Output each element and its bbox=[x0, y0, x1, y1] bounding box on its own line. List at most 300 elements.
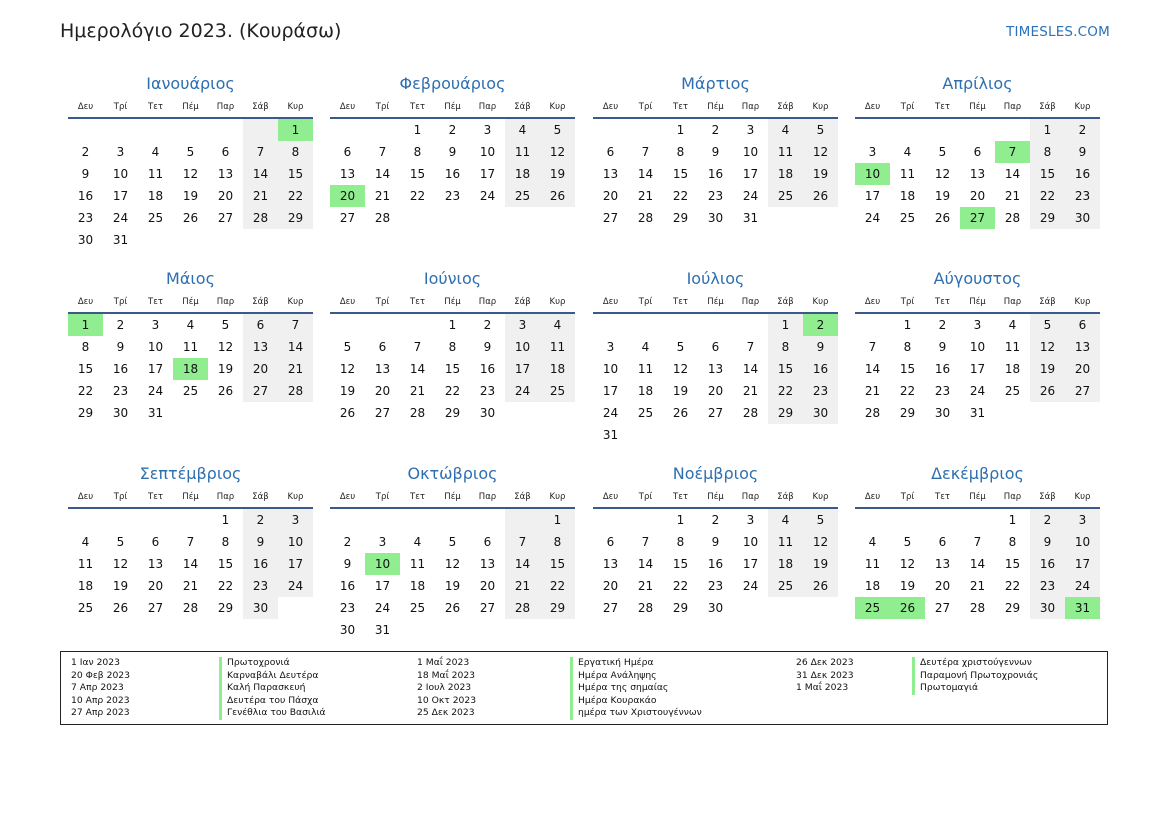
holiday-day-cell[interactable]: 20 bbox=[330, 185, 365, 207]
day-cell[interactable]: 16 bbox=[707, 557, 724, 571]
holiday-day-cell[interactable]: 10 bbox=[365, 553, 400, 575]
day-cell[interactable]: 6 bbox=[221, 145, 230, 159]
day-cell[interactable]: 20 bbox=[243, 358, 278, 380]
day-cell[interactable]: 20 bbox=[707, 384, 724, 398]
day-cell[interactable]: 8 bbox=[540, 531, 575, 553]
day-cell[interactable]: 18 bbox=[505, 163, 540, 185]
day-cell[interactable]: 8 bbox=[413, 145, 422, 159]
day-cell[interactable]: 13 bbox=[479, 557, 496, 571]
day-cell[interactable]: 29 bbox=[1030, 207, 1065, 229]
day-cell[interactable]: 16 bbox=[707, 167, 724, 181]
day-cell[interactable]: 26 bbox=[339, 406, 356, 420]
day-cell[interactable]: 15 bbox=[444, 362, 461, 376]
day-cell[interactable]: 19 bbox=[899, 579, 916, 593]
day-cell[interactable]: 13 bbox=[339, 167, 356, 181]
day-cell[interactable]: 23 bbox=[444, 189, 461, 203]
day-cell[interactable]: 24 bbox=[278, 575, 313, 597]
day-cell[interactable]: 5 bbox=[221, 318, 230, 332]
day-cell[interactable]: 23 bbox=[707, 579, 724, 593]
day-cell[interactable]: 25 bbox=[409, 601, 426, 615]
day-cell[interactable]: 4 bbox=[186, 318, 195, 332]
day-cell[interactable]: 4 bbox=[505, 119, 540, 141]
day-cell[interactable]: 21 bbox=[742, 384, 759, 398]
day-cell[interactable]: 2 bbox=[711, 123, 720, 137]
day-cell[interactable]: 16 bbox=[339, 579, 356, 593]
day-cell[interactable]: 4 bbox=[540, 314, 575, 336]
day-cell[interactable]: 18 bbox=[147, 189, 164, 203]
day-cell[interactable]: 22 bbox=[899, 384, 916, 398]
day-cell[interactable]: 24 bbox=[505, 380, 540, 402]
day-cell[interactable]: 31 bbox=[602, 428, 619, 442]
day-cell[interactable]: 10 bbox=[742, 535, 759, 549]
day-cell[interactable]: 24 bbox=[147, 384, 164, 398]
day-cell[interactable]: 8 bbox=[221, 535, 230, 549]
day-cell[interactable]: 7 bbox=[413, 340, 422, 354]
day-cell[interactable]: 9 bbox=[803, 336, 838, 358]
day-cell[interactable]: 8 bbox=[1008, 535, 1017, 549]
day-cell[interactable]: 21 bbox=[505, 575, 540, 597]
day-cell[interactable]: 19 bbox=[803, 553, 838, 575]
day-cell[interactable]: 12 bbox=[112, 557, 129, 571]
day-cell[interactable]: 29 bbox=[77, 406, 94, 420]
day-cell[interactable]: 9 bbox=[81, 167, 90, 181]
day-cell[interactable]: 25 bbox=[637, 406, 654, 420]
day-cell[interactable]: 14 bbox=[182, 557, 199, 571]
day-cell[interactable]: 30 bbox=[707, 601, 724, 615]
day-cell[interactable]: 23 bbox=[803, 380, 838, 402]
day-cell[interactable]: 25 bbox=[899, 211, 916, 225]
day-cell[interactable]: 17 bbox=[112, 189, 129, 203]
day-cell[interactable]: 24 bbox=[602, 406, 619, 420]
day-cell[interactable]: 11 bbox=[864, 557, 881, 571]
day-cell[interactable]: 9 bbox=[448, 145, 457, 159]
day-cell[interactable]: 3 bbox=[116, 145, 125, 159]
day-cell[interactable]: 22 bbox=[77, 384, 94, 398]
day-cell[interactable]: 15 bbox=[899, 362, 916, 376]
day-cell[interactable]: 27 bbox=[217, 211, 234, 225]
day-cell[interactable]: 20 bbox=[479, 579, 496, 593]
holiday-day-cell[interactable]: 1 bbox=[278, 119, 313, 141]
day-cell[interactable]: 19 bbox=[803, 163, 838, 185]
day-cell[interactable]: 21 bbox=[1004, 189, 1021, 203]
day-cell[interactable]: 31 bbox=[742, 211, 759, 225]
day-cell[interactable]: 7 bbox=[186, 535, 195, 549]
holiday-day-cell[interactable]: 25 bbox=[855, 597, 890, 619]
day-cell[interactable]: 27 bbox=[147, 601, 164, 615]
day-cell[interactable]: 28 bbox=[182, 601, 199, 615]
day-cell[interactable]: 14 bbox=[409, 362, 426, 376]
day-cell[interactable]: 12 bbox=[803, 531, 838, 553]
day-cell[interactable]: 3 bbox=[278, 509, 313, 531]
day-cell[interactable]: 14 bbox=[278, 336, 313, 358]
day-cell[interactable]: 29 bbox=[278, 207, 313, 229]
day-cell[interactable]: 3 bbox=[606, 340, 615, 354]
day-cell[interactable]: 19 bbox=[444, 579, 461, 593]
day-cell[interactable]: 29 bbox=[1004, 601, 1021, 615]
day-cell[interactable]: 11 bbox=[505, 141, 540, 163]
day-cell[interactable]: 10 bbox=[147, 340, 164, 354]
day-cell[interactable]: 25 bbox=[540, 380, 575, 402]
day-cell[interactable]: 4 bbox=[768, 509, 803, 531]
day-cell[interactable]: 3 bbox=[483, 123, 492, 137]
day-cell[interactable]: 8 bbox=[676, 145, 685, 159]
day-cell[interactable]: 17 bbox=[864, 189, 881, 203]
day-cell[interactable]: 14 bbox=[374, 167, 391, 181]
day-cell[interactable]: 1 bbox=[676, 513, 685, 527]
day-cell[interactable]: 22 bbox=[1004, 579, 1021, 593]
day-cell[interactable]: 21 bbox=[243, 185, 278, 207]
day-cell[interactable]: 12 bbox=[217, 340, 234, 354]
day-cell[interactable]: 21 bbox=[637, 189, 654, 203]
day-cell[interactable]: 27 bbox=[1065, 380, 1100, 402]
day-cell[interactable]: 9 bbox=[711, 145, 720, 159]
day-cell[interactable]: 8 bbox=[903, 340, 912, 354]
day-cell[interactable]: 18 bbox=[540, 358, 575, 380]
day-cell[interactable]: 24 bbox=[742, 579, 759, 593]
day-cell[interactable]: 3 bbox=[973, 318, 982, 332]
day-cell[interactable]: 22 bbox=[540, 575, 575, 597]
day-cell[interactable]: 6 bbox=[938, 535, 947, 549]
day-cell[interactable]: 27 bbox=[374, 406, 391, 420]
day-cell[interactable]: 26 bbox=[182, 211, 199, 225]
day-cell[interactable]: 27 bbox=[243, 380, 278, 402]
day-cell[interactable]: 21 bbox=[278, 358, 313, 380]
day-cell[interactable]: 16 bbox=[934, 362, 951, 376]
day-cell[interactable]: 1 bbox=[1008, 513, 1017, 527]
day-cell[interactable]: 7 bbox=[641, 535, 650, 549]
day-cell[interactable]: 29 bbox=[217, 601, 234, 615]
day-cell[interactable]: 8 bbox=[1030, 141, 1065, 163]
day-cell[interactable]: 22 bbox=[768, 380, 803, 402]
day-cell[interactable]: 7 bbox=[746, 340, 755, 354]
day-cell[interactable]: 15 bbox=[1030, 163, 1065, 185]
day-cell[interactable]: 15 bbox=[540, 553, 575, 575]
day-cell[interactable]: 30 bbox=[934, 406, 951, 420]
day-cell[interactable]: 12 bbox=[803, 141, 838, 163]
day-cell[interactable]: 5 bbox=[676, 340, 685, 354]
holiday-day-cell[interactable]: 27 bbox=[960, 207, 995, 229]
day-cell[interactable]: 8 bbox=[448, 340, 457, 354]
day-cell[interactable]: 2 bbox=[711, 513, 720, 527]
day-cell[interactable]: 6 bbox=[973, 145, 982, 159]
day-cell[interactable]: 3 bbox=[505, 314, 540, 336]
day-cell[interactable]: 28 bbox=[278, 380, 313, 402]
site-logo-link[interactable]: TIMESLES.COM bbox=[1006, 24, 1110, 40]
day-cell[interactable]: 1 bbox=[540, 509, 575, 531]
day-cell[interactable]: 7 bbox=[505, 531, 540, 553]
day-cell[interactable]: 19 bbox=[672, 384, 689, 398]
day-cell[interactable]: 15 bbox=[672, 167, 689, 181]
day-cell[interactable]: 11 bbox=[147, 167, 164, 181]
day-cell[interactable]: 22 bbox=[409, 189, 426, 203]
day-cell[interactable]: 28 bbox=[969, 601, 986, 615]
day-cell[interactable]: 30 bbox=[339, 623, 356, 637]
day-cell[interactable]: 9 bbox=[483, 340, 492, 354]
day-cell[interactable]: 6 bbox=[711, 340, 720, 354]
day-cell[interactable]: 22 bbox=[217, 579, 234, 593]
day-cell[interactable]: 18 bbox=[1004, 362, 1021, 376]
day-cell[interactable]: 29 bbox=[899, 406, 916, 420]
day-cell[interactable]: 11 bbox=[77, 557, 94, 571]
day-cell[interactable]: 19 bbox=[182, 189, 199, 203]
day-cell[interactable]: 12 bbox=[540, 141, 575, 163]
day-cell[interactable]: 3 bbox=[378, 535, 387, 549]
day-cell[interactable]: 2 bbox=[938, 318, 947, 332]
day-cell[interactable]: 12 bbox=[1030, 336, 1065, 358]
holiday-day-cell[interactable]: 2 bbox=[803, 314, 838, 336]
day-cell[interactable]: 10 bbox=[1065, 531, 1100, 553]
day-cell[interactable]: 22 bbox=[278, 185, 313, 207]
day-cell[interactable]: 26 bbox=[112, 601, 129, 615]
day-cell[interactable]: 15 bbox=[217, 557, 234, 571]
day-cell[interactable]: 17 bbox=[742, 557, 759, 571]
day-cell[interactable]: 12 bbox=[899, 557, 916, 571]
day-cell[interactable]: 9 bbox=[116, 340, 125, 354]
day-cell[interactable]: 24 bbox=[864, 211, 881, 225]
day-cell[interactable]: 12 bbox=[444, 557, 461, 571]
day-cell[interactable]: 3 bbox=[868, 145, 877, 159]
day-cell[interactable]: 14 bbox=[969, 557, 986, 571]
day-cell[interactable]: 30 bbox=[77, 233, 94, 247]
day-cell[interactable]: 30 bbox=[1030, 597, 1065, 619]
day-cell[interactable]: 17 bbox=[505, 358, 540, 380]
day-cell[interactable]: 5 bbox=[1030, 314, 1065, 336]
day-cell[interactable]: 20 bbox=[1065, 358, 1100, 380]
holiday-day-cell[interactable]: 1 bbox=[68, 314, 103, 336]
day-cell[interactable]: 29 bbox=[768, 402, 803, 424]
day-cell[interactable]: 23 bbox=[707, 189, 724, 203]
day-cell[interactable]: 31 bbox=[374, 623, 391, 637]
day-cell[interactable]: 24 bbox=[479, 189, 496, 203]
day-cell[interactable]: 7 bbox=[278, 314, 313, 336]
day-cell[interactable]: 26 bbox=[803, 575, 838, 597]
day-cell[interactable]: 26 bbox=[803, 185, 838, 207]
day-cell[interactable]: 25 bbox=[505, 185, 540, 207]
day-cell[interactable]: 31 bbox=[147, 406, 164, 420]
day-cell[interactable]: 26 bbox=[934, 211, 951, 225]
day-cell[interactable]: 23 bbox=[1065, 185, 1100, 207]
day-cell[interactable]: 15 bbox=[768, 358, 803, 380]
day-cell[interactable]: 17 bbox=[147, 362, 164, 376]
day-cell[interactable]: 25 bbox=[768, 185, 803, 207]
day-cell[interactable]: 25 bbox=[182, 384, 199, 398]
day-cell[interactable]: 16 bbox=[803, 358, 838, 380]
day-cell[interactable]: 2 bbox=[81, 145, 90, 159]
day-cell[interactable]: 13 bbox=[147, 557, 164, 571]
day-cell[interactable]: 13 bbox=[1065, 336, 1100, 358]
day-cell[interactable]: 15 bbox=[672, 557, 689, 571]
day-cell[interactable]: 13 bbox=[243, 336, 278, 358]
day-cell[interactable]: 27 bbox=[602, 601, 619, 615]
holiday-day-cell[interactable]: 10 bbox=[855, 163, 890, 185]
day-cell[interactable]: 14 bbox=[637, 557, 654, 571]
day-cell[interactable]: 1 bbox=[1030, 119, 1065, 141]
day-cell[interactable]: 26 bbox=[540, 185, 575, 207]
day-cell[interactable]: 17 bbox=[602, 384, 619, 398]
day-cell[interactable]: 17 bbox=[1065, 553, 1100, 575]
day-cell[interactable]: 8 bbox=[81, 340, 90, 354]
day-cell[interactable]: 23 bbox=[243, 575, 278, 597]
day-cell[interactable]: 9 bbox=[243, 531, 278, 553]
day-cell[interactable]: 14 bbox=[505, 553, 540, 575]
day-cell[interactable]: 13 bbox=[602, 557, 619, 571]
day-cell[interactable]: 11 bbox=[182, 340, 199, 354]
day-cell[interactable]: 17 bbox=[278, 553, 313, 575]
day-cell[interactable]: 26 bbox=[672, 406, 689, 420]
day-cell[interactable]: 15 bbox=[278, 163, 313, 185]
day-cell[interactable]: 6 bbox=[343, 145, 352, 159]
day-cell[interactable]: 30 bbox=[479, 406, 496, 420]
day-cell[interactable]: 26 bbox=[1030, 380, 1065, 402]
day-cell[interactable]: 25 bbox=[77, 601, 94, 615]
day-cell[interactable]: 16 bbox=[444, 167, 461, 181]
day-cell[interactable]: 9 bbox=[1030, 531, 1065, 553]
day-cell[interactable]: 1 bbox=[903, 318, 912, 332]
day-cell[interactable]: 6 bbox=[1065, 314, 1100, 336]
day-cell[interactable]: 7 bbox=[868, 340, 877, 354]
day-cell[interactable]: 12 bbox=[672, 362, 689, 376]
holiday-day-cell[interactable]: 31 bbox=[1065, 597, 1100, 619]
day-cell[interactable]: 20 bbox=[969, 189, 986, 203]
day-cell[interactable]: 20 bbox=[217, 189, 234, 203]
day-cell[interactable]: 28 bbox=[637, 601, 654, 615]
day-cell[interactable]: 30 bbox=[803, 402, 838, 424]
day-cell[interactable]: 5 bbox=[803, 119, 838, 141]
day-cell[interactable]: 4 bbox=[81, 535, 90, 549]
day-cell[interactable]: 24 bbox=[742, 189, 759, 203]
day-cell[interactable]: 20 bbox=[934, 579, 951, 593]
day-cell[interactable]: 29 bbox=[540, 597, 575, 619]
day-cell[interactable]: 9 bbox=[938, 340, 947, 354]
day-cell[interactable]: 2 bbox=[1065, 119, 1100, 141]
day-cell[interactable]: 28 bbox=[742, 406, 759, 420]
day-cell[interactable]: 19 bbox=[217, 362, 234, 376]
day-cell[interactable]: 9 bbox=[711, 535, 720, 549]
day-cell[interactable]: 22 bbox=[444, 384, 461, 398]
day-cell[interactable]: 28 bbox=[637, 211, 654, 225]
day-cell[interactable]: 19 bbox=[1030, 358, 1065, 380]
day-cell[interactable]: 10 bbox=[602, 362, 619, 376]
day-cell[interactable]: 15 bbox=[409, 167, 426, 181]
holiday-day-cell[interactable]: 7 bbox=[995, 141, 1030, 163]
day-cell[interactable]: 6 bbox=[606, 145, 615, 159]
day-cell[interactable]: 22 bbox=[1030, 185, 1065, 207]
day-cell[interactable]: 9 bbox=[343, 557, 352, 571]
day-cell[interactable]: 21 bbox=[182, 579, 199, 593]
day-cell[interactable]: 2 bbox=[448, 123, 457, 137]
day-cell[interactable]: 4 bbox=[768, 119, 803, 141]
day-cell[interactable]: 30 bbox=[1065, 207, 1100, 229]
day-cell[interactable]: 14 bbox=[1004, 167, 1021, 181]
day-cell[interactable]: 6 bbox=[606, 535, 615, 549]
day-cell[interactable]: 16 bbox=[77, 189, 94, 203]
day-cell[interactable]: 21 bbox=[969, 579, 986, 593]
day-cell[interactable]: 17 bbox=[479, 167, 496, 181]
day-cell[interactable]: 16 bbox=[243, 553, 278, 575]
day-cell[interactable]: 6 bbox=[378, 340, 387, 354]
day-cell[interactable]: 18 bbox=[899, 189, 916, 203]
day-cell[interactable]: 18 bbox=[768, 553, 803, 575]
day-cell[interactable]: 23 bbox=[112, 384, 129, 398]
day-cell[interactable]: 2 bbox=[116, 318, 125, 332]
day-cell[interactable]: 14 bbox=[742, 362, 759, 376]
day-cell[interactable]: 20 bbox=[602, 579, 619, 593]
day-cell[interactable]: 28 bbox=[243, 207, 278, 229]
day-cell[interactable]: 19 bbox=[540, 163, 575, 185]
day-cell[interactable]: 14 bbox=[637, 167, 654, 181]
day-cell[interactable]: 5 bbox=[540, 119, 575, 141]
day-cell[interactable]: 5 bbox=[448, 535, 457, 549]
day-cell[interactable]: 20 bbox=[374, 384, 391, 398]
day-cell[interactable]: 28 bbox=[505, 597, 540, 619]
day-cell[interactable]: 9 bbox=[1065, 141, 1100, 163]
day-cell[interactable]: 14 bbox=[864, 362, 881, 376]
day-cell[interactable]: 28 bbox=[1004, 211, 1021, 225]
day-cell[interactable]: 31 bbox=[969, 406, 986, 420]
day-cell[interactable]: 8 bbox=[676, 535, 685, 549]
day-cell[interactable]: 23 bbox=[339, 601, 356, 615]
day-cell[interactable]: 18 bbox=[768, 163, 803, 185]
day-cell[interactable]: 16 bbox=[1065, 163, 1100, 185]
day-cell[interactable]: 24 bbox=[969, 384, 986, 398]
day-cell[interactable]: 26 bbox=[444, 601, 461, 615]
day-cell[interactable]: 19 bbox=[339, 384, 356, 398]
day-cell[interactable]: 13 bbox=[707, 362, 724, 376]
day-cell[interactable]: 25 bbox=[147, 211, 164, 225]
day-cell[interactable]: 13 bbox=[969, 167, 986, 181]
day-cell[interactable]: 24 bbox=[374, 601, 391, 615]
day-cell[interactable]: 23 bbox=[77, 211, 94, 225]
day-cell[interactable]: 27 bbox=[339, 211, 356, 225]
day-cell[interactable]: 19 bbox=[934, 189, 951, 203]
day-cell[interactable]: 25 bbox=[768, 575, 803, 597]
day-cell[interactable]: 13 bbox=[934, 557, 951, 571]
day-cell[interactable]: 3 bbox=[1065, 509, 1100, 531]
day-cell[interactable]: 29 bbox=[672, 601, 689, 615]
day-cell[interactable]: 15 bbox=[1004, 557, 1021, 571]
day-cell[interactable]: 4 bbox=[868, 535, 877, 549]
day-cell[interactable]: 11 bbox=[637, 362, 654, 376]
day-cell[interactable]: 10 bbox=[742, 145, 759, 159]
day-cell[interactable]: 17 bbox=[742, 167, 759, 181]
day-cell[interactable]: 18 bbox=[864, 579, 881, 593]
day-cell[interactable]: 18 bbox=[637, 384, 654, 398]
day-cell[interactable]: 23 bbox=[1030, 575, 1065, 597]
day-cell[interactable]: 7 bbox=[641, 145, 650, 159]
day-cell[interactable]: 5 bbox=[903, 535, 912, 549]
day-cell[interactable]: 4 bbox=[1008, 318, 1017, 332]
day-cell[interactable]: 22 bbox=[672, 579, 689, 593]
day-cell[interactable]: 19 bbox=[112, 579, 129, 593]
day-cell[interactable]: 1 bbox=[676, 123, 685, 137]
day-cell[interactable]: 22 bbox=[672, 189, 689, 203]
day-cell[interactable]: 8 bbox=[768, 336, 803, 358]
day-cell[interactable]: 5 bbox=[803, 509, 838, 531]
day-cell[interactable]: 17 bbox=[374, 579, 391, 593]
day-cell[interactable]: 28 bbox=[374, 211, 391, 225]
day-cell[interactable]: 31 bbox=[112, 233, 129, 247]
day-cell[interactable]: 3 bbox=[746, 123, 755, 137]
day-cell[interactable]: 14 bbox=[243, 163, 278, 185]
day-cell[interactable]: 6 bbox=[483, 535, 492, 549]
day-cell[interactable]: 10 bbox=[505, 336, 540, 358]
day-cell[interactable]: 13 bbox=[217, 167, 234, 181]
day-cell[interactable]: 1 bbox=[221, 513, 230, 527]
day-cell[interactable]: 10 bbox=[969, 340, 986, 354]
day-cell[interactable]: 13 bbox=[374, 362, 391, 376]
day-cell[interactable]: 10 bbox=[278, 531, 313, 553]
day-cell[interactable]: 4 bbox=[903, 145, 912, 159]
